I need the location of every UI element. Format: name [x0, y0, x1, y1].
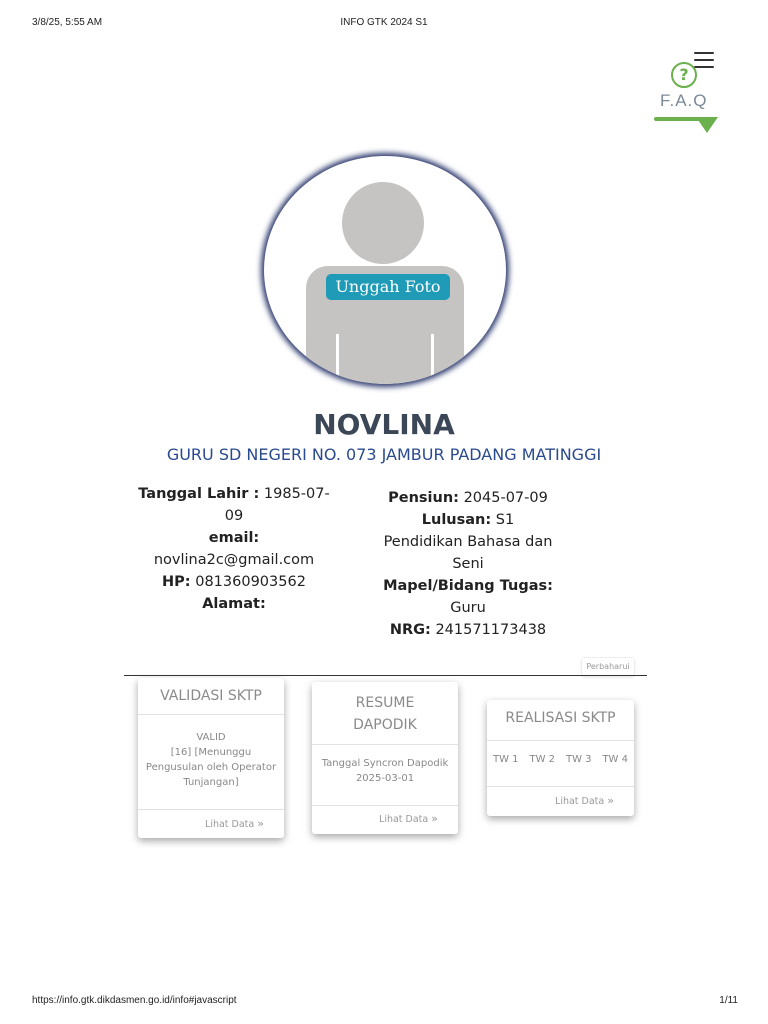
sync-date: 2025-03-01 [355, 773, 415, 784]
tw-item[interactable]: TW 3 [565, 754, 592, 765]
faq-arrow-icon [696, 117, 718, 133]
graduate-value: S1 Pendidikan Bahasa dan Seni [383, 512, 553, 572]
email-value: novlina2c@gmail.com [153, 552, 315, 568]
profile-info-left [136, 483, 332, 615]
tw-item[interactable]: TW 1 [493, 754, 519, 765]
avatar-head [342, 182, 424, 264]
profile-info-right [382, 487, 554, 641]
nrg-value: 241571173438 [435, 622, 547, 638]
upload-photo-button[interactable]: Unggah Foto [326, 274, 450, 300]
resume-dapodik-card [312, 682, 458, 834]
card-title: RESUME DAPODIK [353, 695, 417, 733]
double-chevron-right-icon: » [607, 794, 614, 807]
question-icon: ? [671, 62, 697, 88]
pension-value: 2045-07-09 [463, 490, 548, 506]
realisasi-sktp-card [487, 700, 634, 816]
profile-name: NOVLINA [313, 408, 455, 441]
email-label: email: [208, 530, 260, 546]
sync-label: Tanggal Syncron Dapodik [321, 758, 449, 769]
validation-status: VALID [196, 732, 226, 743]
view-data-link[interactable]: Lihat Data » [205, 817, 264, 830]
faq-underline [654, 117, 702, 121]
faq-label: F.A.Q [660, 91, 708, 110]
card-title: VALIDASI SKTP [160, 688, 262, 704]
birth-date-row [136, 483, 332, 527]
pension-label: Pensiun: [388, 490, 459, 506]
tw-item[interactable]: TW 2 [529, 754, 556, 765]
card-title: REALISASI SKTP [505, 710, 616, 726]
print-page-number: 1/11 [719, 995, 738, 1006]
view-data-link[interactable]: Lihat Data » [379, 812, 438, 825]
address-label: Alamat: [202, 596, 266, 612]
print-datetime: 3/8/25, 5:55 AM [32, 17, 103, 28]
subject-label: Mapel/Bidang Tugas: [383, 578, 553, 594]
print-url: https://info.gtk.dikdasmen.go.id/info#javascript [32, 995, 237, 1006]
print-title: INFO GTK 2024 S1 [340, 17, 428, 28]
birth-date-value: 1985-07-09 [224, 486, 330, 524]
hp-value: 081360903562 [195, 574, 306, 590]
double-chevron-right-icon: » [257, 817, 264, 830]
view-data-link[interactable]: Lihat Data » [555, 794, 614, 807]
section-divider [124, 675, 647, 676]
graduate-label: Lulusan: [421, 512, 492, 528]
tw-item[interactable]: TW 4 [602, 754, 628, 765]
hp-label: HP: [162, 574, 191, 590]
double-chevron-right-icon: » [431, 812, 438, 825]
nrg-label: NRG: [389, 622, 431, 638]
birth-date-label: Tanggal Lahir : [138, 486, 260, 502]
refresh-button[interactable]: Perbaharui [581, 657, 635, 677]
validation-detail: [16] [Menunggu Pengusulan oleh Operator Tunjangan] [145, 747, 277, 788]
faq-button[interactable] [652, 60, 722, 136]
subject-value: Guru [450, 600, 486, 616]
profile-school: GURU SD NEGERI NO. 073 JAMBUR PADANG MATINGGI [166, 445, 602, 464]
validasi-sktp-card [138, 678, 284, 838]
avatar [264, 156, 506, 384]
tw-row [493, 754, 628, 765]
